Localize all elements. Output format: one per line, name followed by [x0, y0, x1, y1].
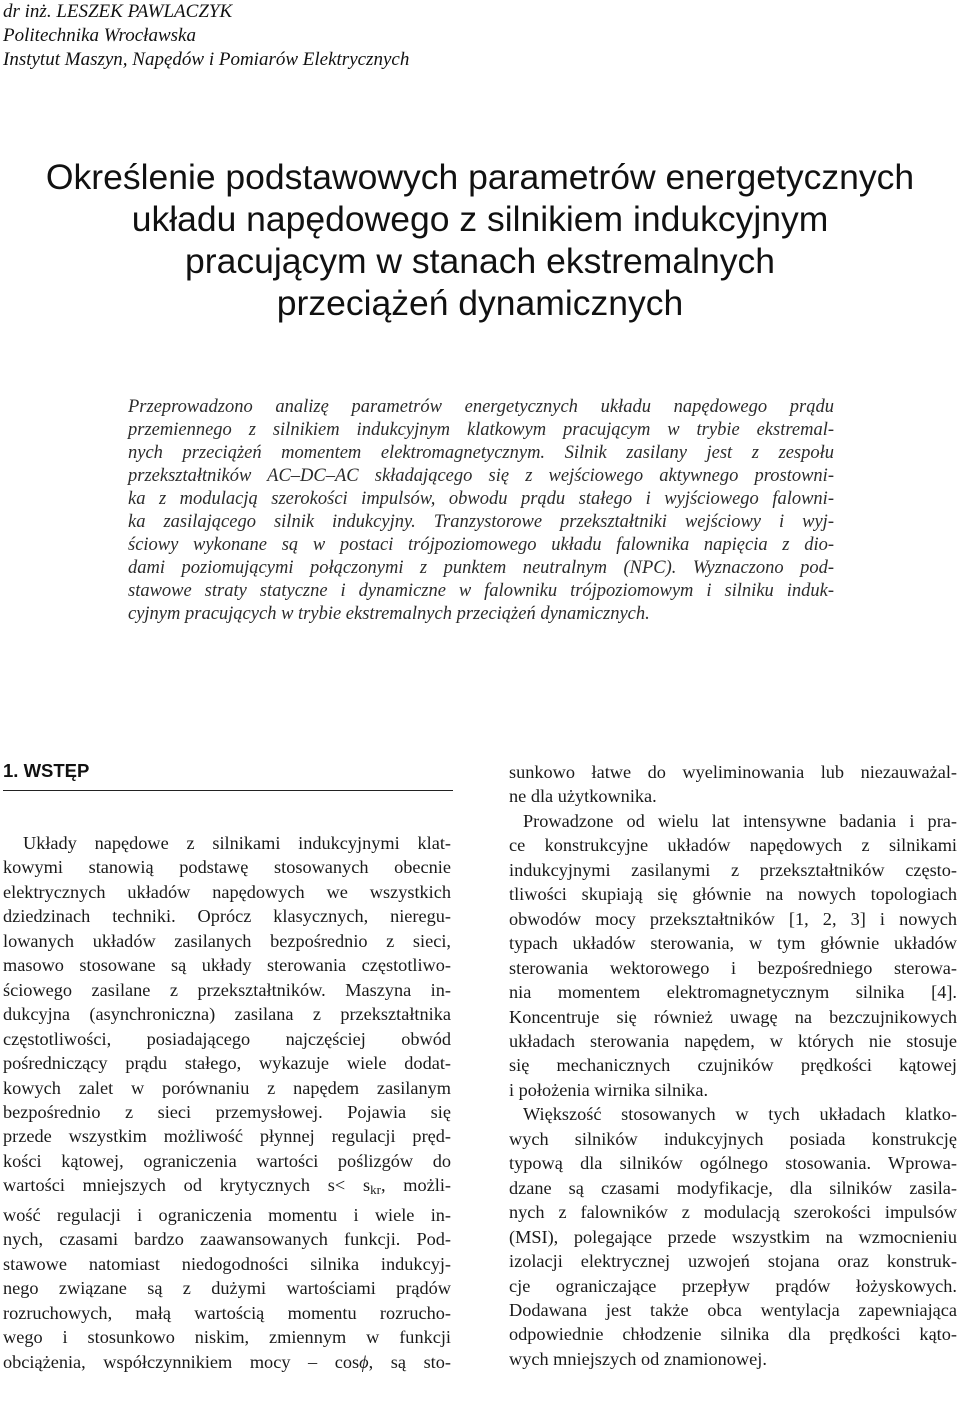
body-line: przede wszystkim możliwość płynnej regulacji pręd- [3, 1126, 451, 1147]
abstract-line: nych przeciążeń momentem elektromagnetycznym. Silnik zasilany jest z zespołu [128, 443, 834, 463]
body-line: (MSI), polegające przede wszystkim na wzmocnieniu [509, 1226, 957, 1247]
abstract-line: przemiennego z silnikiem indukcyjnym klatkowym pracującym w trybie ekstremal- [128, 420, 834, 440]
abstract-line: przekształtników AC–DC–AC składającego się z wejściowego aktywnego prostowni- [128, 466, 834, 486]
body-line: kowymi stanowią podstawę stosowanych obecnie [3, 857, 451, 878]
body-left-column [3, 831, 451, 1374]
body-line: rozruchowych, małą wartością momentu rozrucho- [3, 1302, 451, 1323]
body-line: typową dla silników ogólnego stosowania. Wprowa- [509, 1153, 957, 1174]
body-line: cje ograniczające przepływ prądów łożyskowych. [509, 1275, 957, 1296]
body-line: Koncentruje się również uwagę na bezczujnikowych [509, 1006, 957, 1027]
author-university: Politechnika Wrocławska [3, 25, 196, 46]
title-line: przeciążeń dynamicznych [276, 283, 684, 323]
body-line: wego i stosunkowo niskim, zmiennym w funkcji [3, 1327, 451, 1348]
abstract-line: dami poziomującymi połączonymi z punktem neutralnym (NPC). Wyznaczono pod- [128, 558, 834, 578]
body-line: ściowego zasilane z przekształtników. Maszyna in- [3, 979, 451, 1000]
body-line: nych z falowników z modulacją szerokości impulsów [509, 1202, 957, 1223]
body-line: częstotliwości, posiadającego najczęściej obwód [3, 1028, 451, 1049]
body-text: wartości mniejszych od krytycznych s< s [3, 1175, 371, 1196]
body-line: Większość stosowanych w tych układach klatko- [523, 1104, 957, 1125]
body-line: kości kątowej, ograniczenia wartości poślizgów do [3, 1150, 451, 1171]
body-line: nych, czasami bardzo zaawansowanych funkcji. Pod- [3, 1229, 451, 1250]
paper-title [0, 156, 960, 324]
body-line: obwodów mocy przekształtników [1, 2, 3] i nowych [509, 908, 957, 929]
body-line: sterowania wektorowego i bezpośredniego sterowa- [509, 957, 957, 978]
body-line-with-symbol [3, 1350, 451, 1374]
body-line: wość regulacji i ograniczenia momentu i wiele in- [3, 1204, 451, 1225]
phi-symbol: ϕ [359, 1351, 369, 1372]
body-line: izolacji elektrycznej uzwojeń stojana oraz konstruk- [509, 1251, 957, 1272]
body-line: sunkowo łatwe do wyeliminowania lub niezauważal- [509, 762, 957, 782]
section-divider [3, 790, 453, 791]
body-line: indukcyjnymi zasilanymi z przekształtników często- [509, 859, 957, 880]
body-line: typach układów sterowania, w tym głównie układów [509, 933, 957, 954]
body-line: dukcyjna (asynchroniczna) zasilana z przekształtnika [3, 1004, 451, 1025]
body-line: wych mniejszych od znamionowej. [509, 1348, 767, 1369]
author-block [3, 0, 409, 72]
body-line: stawowe natomiast niedogodności silnika indukcyj- [3, 1253, 451, 1274]
abstract-line: ka zasilającego silnik indukcyjny. Tranzystorowe przekształtniki wejściowy i wyj- [128, 512, 834, 532]
body-line: się mechanicznych czujników prędkości kątowej [509, 1055, 957, 1076]
body-line: Układy napędowe z silnikami indukcyjnymi klat- [23, 833, 451, 853]
body-line: nego związane są z dużymi wartościami prądów [3, 1278, 451, 1299]
body-right-column [509, 760, 957, 1371]
body-line: bezpośrednio z sieci przemysłowej. Pojawia się [3, 1101, 451, 1122]
title-line: pracującym w stanach ekstremalnych [185, 241, 775, 281]
subscript-kr: kr [370, 1182, 381, 1198]
body-line: Dodawana jest także obca wentylacja zapewniająca [509, 1299, 957, 1320]
body-line: masowo stosowane są układy sterowania częstotliwo- [3, 955, 451, 976]
body-line: dzane są czasami modyfikacje, dla silników zasila- [509, 1177, 957, 1198]
abstract-line: cyjnym pracujących w trybie ekstremalnych przeciążeń dynamicznych. [128, 604, 650, 624]
title-line: układu napędowego z silnikiem indukcyjnym [131, 199, 829, 239]
abstract-line: ściowy wykonane są w postaci trójpoziomowego układu falownika napięcia z dio- [128, 535, 834, 555]
body-line-with-subscript [3, 1173, 451, 1202]
body-line: tliwości skupiają się głównie na nowych topologiach [509, 884, 957, 905]
body-line: pośredniczący prądu stałego, wykazuje wiele dodat- [3, 1053, 451, 1074]
abstract-line: stawowe straty statyczne i dynamiczne w falowniku trójpoziomowym i silniku induk- [128, 581, 834, 601]
body-line: elektrycznych układów napędowych we wszystkich [3, 881, 451, 902]
title-line: Określenie podstawowych parametrów energetycznych [45, 157, 915, 197]
body-line: wych silników indukcyjnych posiada konstrukcję [509, 1128, 957, 1149]
body-text: obciążenia, współczynnikiem mocy – cos [3, 1351, 360, 1372]
body-line: ne dla użytkownika. [509, 786, 657, 807]
abstract [128, 396, 834, 626]
body-line: i położenia wirnika silnika. [509, 1079, 709, 1100]
body-line: układach sterowania napędem, w których nie stosuje [509, 1030, 957, 1051]
body-text: , możli- [380, 1175, 451, 1196]
body-line: ce konstrukcyjne układów napędowych z silnikami [509, 835, 957, 856]
body-line: odpowiednie chłodzenie silnika dla prędkości kąto- [509, 1324, 957, 1345]
body-line: nia momentem elektromagnetycznym silnika [4]. [509, 982, 957, 1003]
body-text: , są sto- [368, 1351, 451, 1372]
body-line: Prowadzone od wielu lat intensywne badania i pra- [523, 810, 957, 831]
author-name: dr inż. LESZEK PAWLACZYK [3, 1, 233, 22]
abstract-line: Przeprowadzono analizę parametrów energetycznych układu napędowego prądu [128, 397, 834, 417]
body-line: kowych zalet w porównaniu z napędem zasilanym [3, 1077, 451, 1098]
abstract-line: ka z modulacją szerokości impulsów, obwodu prądu stałego i wyjściowego falowni- [128, 489, 834, 509]
author-institute: Instytut Maszyn, Napędów i Pomiarów Elektrycznych [3, 49, 410, 70]
section-heading: 1. WSTĘP [3, 760, 90, 781]
body-line: lowanych układów zasilanych bezpośrednio z sieci, [3, 930, 451, 951]
body-line: dziedzinach techniki. Oprócz klasycznych, nieregu- [3, 906, 451, 927]
